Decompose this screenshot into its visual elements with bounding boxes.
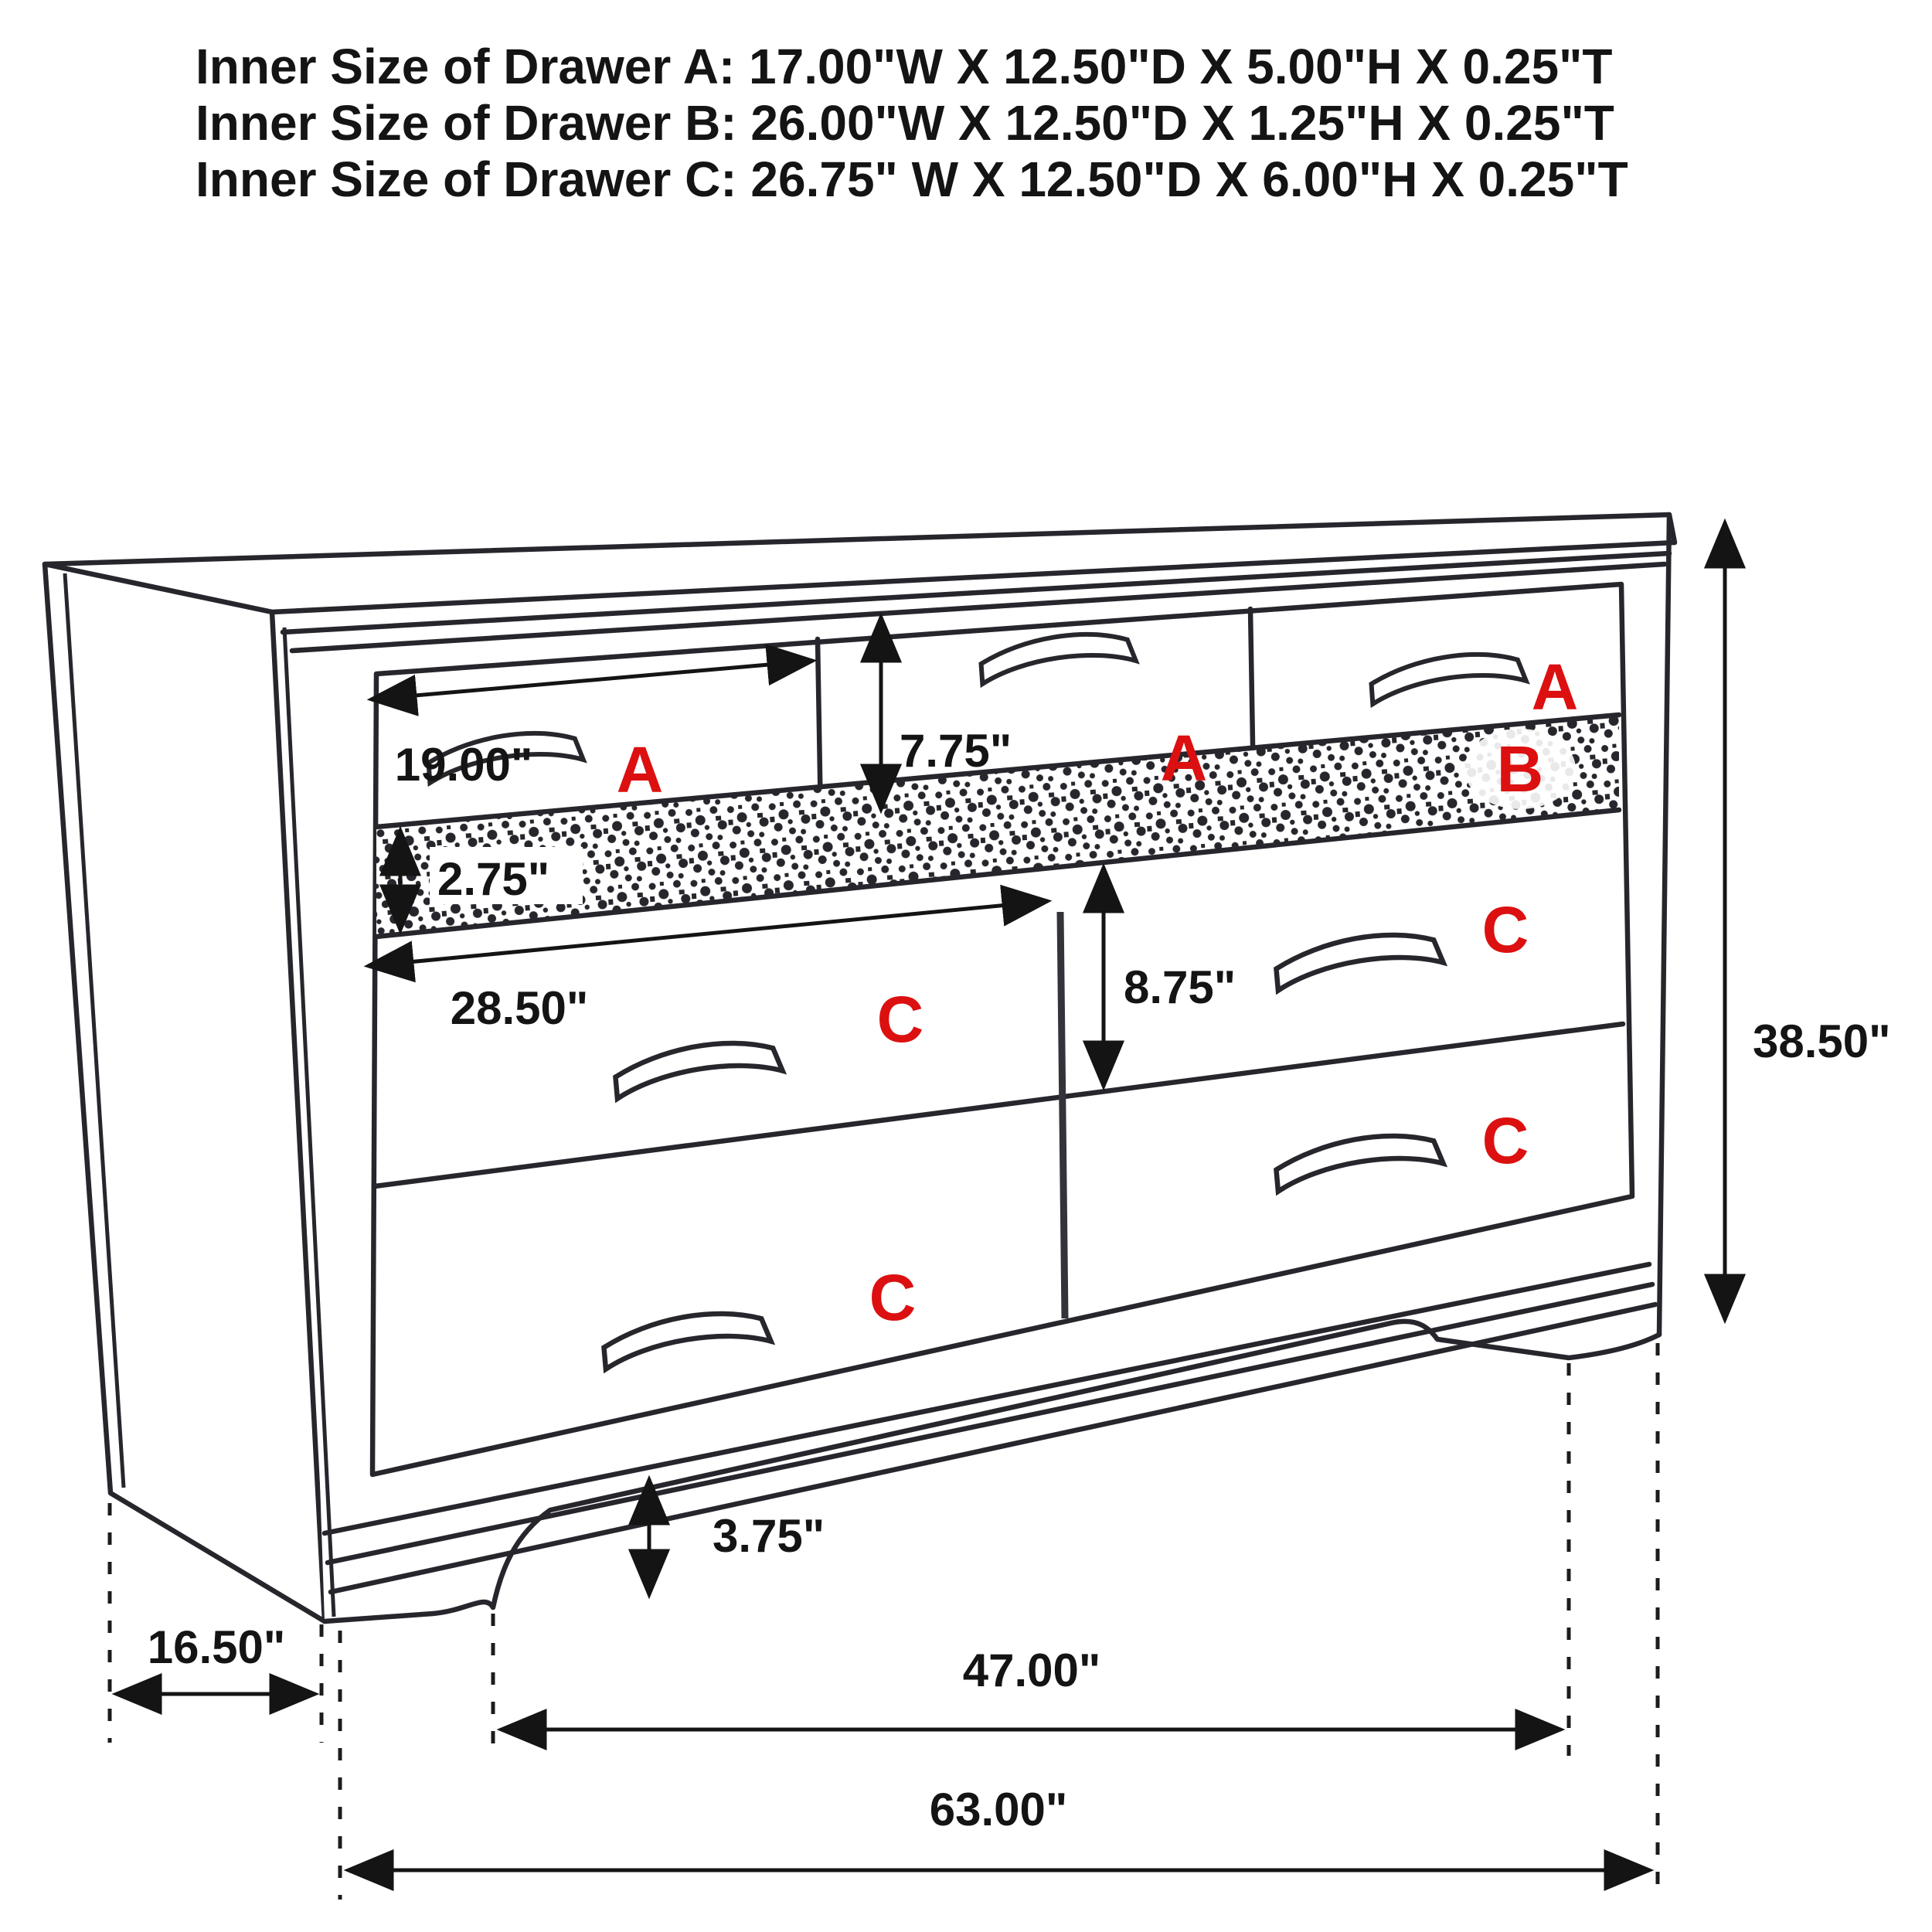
- dim-feet-span-label: 47.00": [962, 1645, 1101, 1696]
- dim-overall-width-label: 63.00": [929, 1784, 1068, 1835]
- left-side-panel: [45, 564, 325, 1621]
- dim-side-depth-label: 16.50": [147, 1621, 286, 1673]
- spec-line-drawer-c: Inner Size of Drawer C: 26.75" W X 12.50"D X 6.00"H X 0.25"T: [196, 151, 1628, 207]
- dim-overall-height-label: 38.50": [1753, 1015, 1891, 1067]
- dim-drawer-a-height-label: 7.75": [900, 725, 1012, 777]
- dim-foot-height-label: 3.75": [713, 1510, 825, 1562]
- dim-drawer-a-width-label: 19.00": [394, 739, 533, 791]
- drawer-label-a2: A: [1160, 722, 1208, 794]
- dim-drawer-c-width-label: 28.50": [450, 982, 589, 1034]
- drawer-label-a1: A: [616, 733, 664, 806]
- drawer-label-c-bottom-left: C: [869, 1261, 917, 1334]
- divider-c-columns: [1060, 912, 1065, 1318]
- drawer-label-a3: A: [1531, 651, 1579, 723]
- spec-line-drawer-b: Inner Size of Drawer B: 26.00"W X 12.50"D X 1.25"H X 0.25"T: [196, 95, 1614, 151]
- drawer-label-c-bottom-right: C: [1481, 1104, 1529, 1177]
- drawer-label-c-top-right: C: [1481, 893, 1529, 966]
- dresser-drawing: [45, 515, 1675, 1621]
- spec-header: [196, 39, 1628, 207]
- spec-line-drawer-a: Inner Size of Drawer A: 17.00"W X 12.50"D X 5.00"H X 0.25"T: [196, 39, 1613, 94]
- dim-strip-b-height-label: 2.75": [437, 853, 550, 905]
- dim-drawer-c-height-label: 8.75": [1124, 961, 1236, 1013]
- drawer-label-b: B: [1496, 733, 1544, 805]
- drawer-label-c-top-left: C: [876, 983, 924, 1056]
